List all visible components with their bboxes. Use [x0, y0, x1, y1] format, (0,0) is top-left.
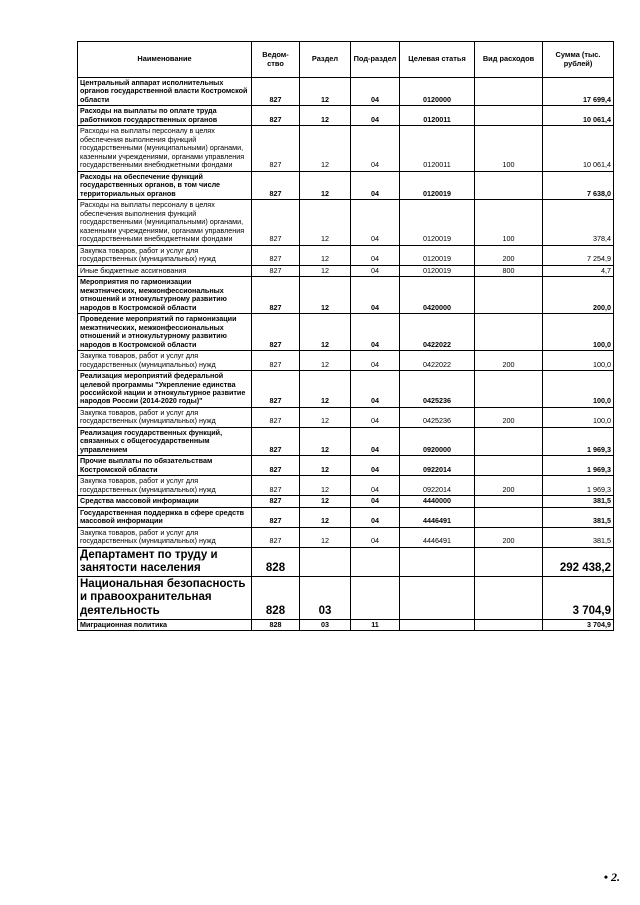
cell-dept: 827	[252, 507, 300, 527]
budget-table	[77, 41, 614, 631]
cell-target	[400, 577, 475, 620]
cell-dept: 827	[252, 351, 300, 371]
cell-subsection: 04	[351, 245, 400, 265]
cell-target: 0420000	[400, 277, 475, 314]
cell-kind	[475, 547, 543, 576]
table-row	[78, 371, 614, 408]
cell-sum: 1 969,3	[543, 476, 614, 496]
cell-dept: 827	[252, 106, 300, 126]
cell-subsection: 04	[351, 314, 400, 351]
table-row	[78, 265, 614, 276]
cell-sum: 378,4	[543, 200, 614, 245]
cell-name: Мероприятия по гармонизации межэтнических, межконфессиональных отношений и этнокультурному развитию народов в Костромской области	[78, 277, 252, 314]
page-number-mark: • 2.	[603, 870, 620, 884]
cell-section: 12	[300, 371, 351, 408]
cell-section: 12	[300, 476, 351, 496]
cell-section: 12	[300, 496, 351, 507]
cell-sum: 10 061,4	[543, 106, 614, 126]
cell-subsection: 11	[351, 619, 400, 630]
cell-sum: 1 969,3	[543, 456, 614, 476]
cell-target: 0120019	[400, 265, 475, 276]
cell-dept: 828	[252, 577, 300, 620]
cell-subsection: 04	[351, 265, 400, 276]
cell-dept: 827	[252, 427, 300, 455]
cell-subsection: 04	[351, 78, 400, 106]
table-row	[78, 496, 614, 507]
cell-dept: 827	[252, 456, 300, 476]
table-row	[78, 476, 614, 496]
cell-subsection: 04	[351, 427, 400, 455]
table-row	[78, 106, 614, 126]
cell-dept: 827	[252, 277, 300, 314]
cell-name: Национальная безопасность и правоохранительная деятельность	[78, 577, 252, 620]
cell-sum: 381,5	[543, 496, 614, 507]
cell-subsection: 04	[351, 456, 400, 476]
table-row	[78, 200, 614, 245]
cell-section: 12	[300, 527, 351, 547]
cell-target: 0422022	[400, 314, 475, 351]
cell-name: Реализация мероприятий федеральной целевой программы "Укрепление единства российской нации и этнокультурное развитие народов России (2014-2020 годы)"	[78, 371, 252, 408]
cell-dept: 827	[252, 371, 300, 408]
cell-name: Реализация государственных функций, связанных с общегосударственным управлением	[78, 427, 252, 455]
cell-sum: 1 969,3	[543, 427, 614, 455]
cell-dept: 827	[252, 200, 300, 245]
header-kind: Вид расходов	[475, 42, 543, 78]
cell-dept: 827	[252, 407, 300, 427]
cell-sum: 200,0	[543, 277, 614, 314]
cell-sum: 17 699,4	[543, 78, 614, 106]
cell-target: 0922014	[400, 476, 475, 496]
table-row	[78, 126, 614, 171]
cell-name: Миграционная политика	[78, 619, 252, 630]
header-target: Целевая статья	[400, 42, 475, 78]
table-row	[78, 427, 614, 455]
header-dept: Ведом-ство	[252, 42, 300, 78]
header-subsection: Под-раздел	[351, 42, 400, 78]
cell-subsection	[351, 577, 400, 620]
table-row	[78, 78, 614, 106]
header-sum: Сумма (тыс. рублей)	[543, 42, 614, 78]
cell-name: Закупка товаров, работ и услуг для государственных (муниципальных) нужд	[78, 527, 252, 547]
cell-target	[400, 619, 475, 630]
cell-kind: 100	[475, 200, 543, 245]
table-body	[78, 78, 614, 631]
cell-sum: 100,0	[543, 314, 614, 351]
cell-name: Расходы на выплаты персоналу в целях обеспечения выполнения функций государственными (муниципальными) органами, казенными учреждениями, органами управления государственными внебюджетными фондами	[78, 126, 252, 171]
cell-target: 0120019	[400, 245, 475, 265]
cell-section: 12	[300, 456, 351, 476]
cell-subsection: 04	[351, 496, 400, 507]
cell-sum: 7 254,9	[543, 245, 614, 265]
cell-name: Закупка товаров, работ и услуг для государственных (муниципальных) нужд	[78, 351, 252, 371]
cell-dept: 827	[252, 314, 300, 351]
cell-target: 4440000	[400, 496, 475, 507]
cell-kind: 100	[475, 126, 543, 171]
cell-sum: 292 438,2	[543, 547, 614, 576]
cell-name: Иные бюджетные ассигнования	[78, 265, 252, 276]
cell-section	[300, 547, 351, 576]
cell-target: 4446491	[400, 507, 475, 527]
cell-section: 12	[300, 200, 351, 245]
cell-target: 0422022	[400, 351, 475, 371]
cell-kind: 200	[475, 527, 543, 547]
cell-section: 12	[300, 277, 351, 314]
cell-sum: 3 704,9	[543, 577, 614, 620]
cell-section: 03	[300, 577, 351, 620]
cell-kind	[475, 171, 543, 199]
cell-name: Прочие выплаты по обязательствам Костромской области	[78, 456, 252, 476]
cell-kind	[475, 427, 543, 455]
cell-dept: 827	[252, 496, 300, 507]
cell-name: Закупка товаров, работ и услуг для государственных (муниципальных) нужд	[78, 407, 252, 427]
cell-kind	[475, 277, 543, 314]
cell-section: 12	[300, 407, 351, 427]
cell-target: 0120019	[400, 171, 475, 199]
cell-dept: 828	[252, 619, 300, 630]
cell-kind	[475, 314, 543, 351]
header-section: Раздел	[300, 42, 351, 78]
table-row	[78, 456, 614, 476]
table-row	[78, 547, 614, 576]
cell-subsection: 04	[351, 527, 400, 547]
cell-subsection: 04	[351, 200, 400, 245]
cell-name: Расходы на выплаты по оплате труда работников государственных органов	[78, 106, 252, 126]
cell-kind: 200	[475, 351, 543, 371]
cell-sum: 100,0	[543, 371, 614, 408]
cell-sum: 100,0	[543, 351, 614, 371]
cell-kind	[475, 507, 543, 527]
cell-section: 12	[300, 351, 351, 371]
cell-dept: 827	[252, 527, 300, 547]
cell-subsection: 04	[351, 126, 400, 171]
cell-sum: 381,5	[543, 507, 614, 527]
cell-kind: 200	[475, 407, 543, 427]
table-row	[78, 527, 614, 547]
table-row	[78, 577, 614, 620]
cell-section: 12	[300, 245, 351, 265]
cell-name: Центральный аппарат исполнительных органов государственной власти Костромской области	[78, 78, 252, 106]
table-row	[78, 245, 614, 265]
table-row	[78, 507, 614, 527]
cell-sum: 4,7	[543, 265, 614, 276]
cell-name: Департамент по труду и занятости населения	[78, 547, 252, 576]
table-header-row	[78, 42, 614, 78]
cell-sum: 3 704,9	[543, 619, 614, 630]
cell-dept: 827	[252, 265, 300, 276]
cell-name: Средства массовой информации	[78, 496, 252, 507]
table-row	[78, 619, 614, 630]
cell-name: Государственная поддержка в сфере средств массовой информации	[78, 507, 252, 527]
cell-target: 0120000	[400, 78, 475, 106]
cell-subsection: 04	[351, 106, 400, 126]
cell-subsection	[351, 547, 400, 576]
cell-target: 0922014	[400, 456, 475, 476]
cell-subsection: 04	[351, 507, 400, 527]
cell-dept: 828	[252, 547, 300, 576]
cell-subsection: 04	[351, 277, 400, 314]
cell-target: 0120011	[400, 106, 475, 126]
cell-name: Проведение мероприятий по гармонизации межэтнических, межконфессиональных отношений и этнокультурному развитию народов в Костромской области	[78, 314, 252, 351]
cell-section: 12	[300, 106, 351, 126]
cell-subsection: 04	[351, 476, 400, 496]
table-row	[78, 277, 614, 314]
cell-target: 0120019	[400, 200, 475, 245]
cell-sum: 381,5	[543, 527, 614, 547]
cell-section: 12	[300, 265, 351, 276]
cell-kind	[475, 619, 543, 630]
cell-subsection: 04	[351, 171, 400, 199]
cell-section: 12	[300, 78, 351, 106]
header-name: Наименование	[78, 42, 252, 78]
cell-kind	[475, 496, 543, 507]
cell-sum: 100,0	[543, 407, 614, 427]
table-row	[78, 407, 614, 427]
cell-sum: 7 638,0	[543, 171, 614, 199]
cell-dept: 827	[252, 245, 300, 265]
cell-section: 12	[300, 171, 351, 199]
cell-section: 12	[300, 126, 351, 171]
cell-subsection: 04	[351, 407, 400, 427]
cell-dept: 827	[252, 78, 300, 106]
cell-kind	[475, 456, 543, 476]
table-row	[78, 171, 614, 199]
cell-kind	[475, 371, 543, 408]
cell-target	[400, 547, 475, 576]
cell-section: 12	[300, 314, 351, 351]
cell-dept: 827	[252, 126, 300, 171]
cell-dept: 827	[252, 171, 300, 199]
cell-dept: 827	[252, 476, 300, 496]
cell-target: 0920000	[400, 427, 475, 455]
cell-sum: 10 061,4	[543, 126, 614, 171]
table-row	[78, 351, 614, 371]
cell-name: Расходы на обеспечение функций государственных органов, в том числе территориальных органов	[78, 171, 252, 199]
cell-section: 03	[300, 619, 351, 630]
cell-target: 0425236	[400, 407, 475, 427]
cell-kind	[475, 577, 543, 620]
cell-section: 12	[300, 427, 351, 455]
cell-subsection: 04	[351, 351, 400, 371]
cell-kind	[475, 78, 543, 106]
cell-name: Закупка товаров, работ и услуг для государственных (муниципальных) нужд	[78, 245, 252, 265]
cell-target: 0120011	[400, 126, 475, 171]
cell-kind	[475, 106, 543, 126]
cell-kind: 200	[475, 476, 543, 496]
cell-subsection: 04	[351, 371, 400, 408]
cell-name: Закупка товаров, работ и услуг для государственных (муниципальных) нужд	[78, 476, 252, 496]
cell-target: 4446491	[400, 527, 475, 547]
cell-kind: 800	[475, 265, 543, 276]
cell-target: 0425236	[400, 371, 475, 408]
table-row	[78, 314, 614, 351]
cell-kind: 200	[475, 245, 543, 265]
cell-section: 12	[300, 507, 351, 527]
cell-name: Расходы на выплаты персоналу в целях обеспечения выполнения функций государственными (муниципальными) органами, казенными учреждениями, органами управления государственными внебюджетными фондами	[78, 200, 252, 245]
